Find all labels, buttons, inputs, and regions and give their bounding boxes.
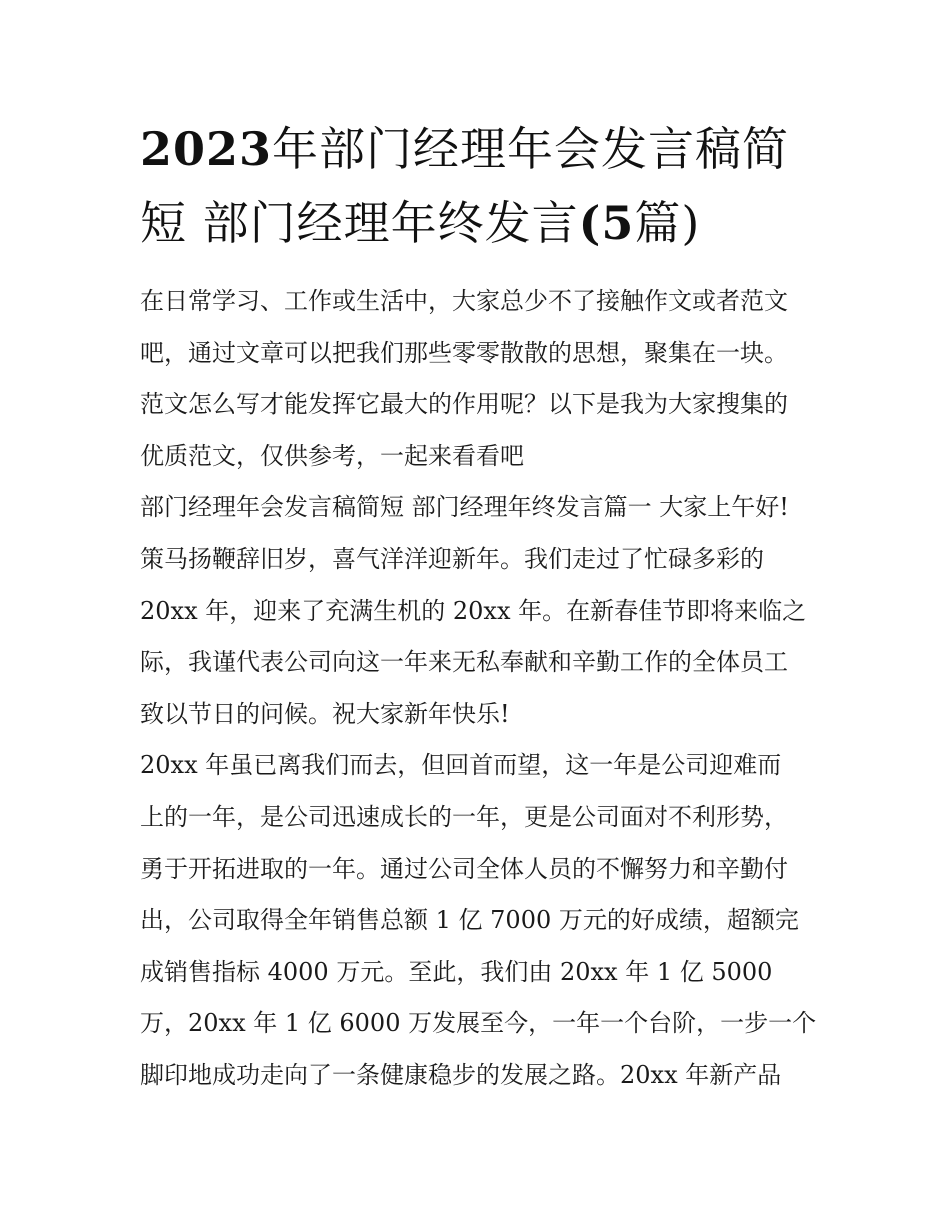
text-line: 范文怎么写才能发挥它最大的作用呢？以下是我为大家搜集的: [140, 390, 788, 419]
text-line: 出，公司取得全年销售总额 1 亿 7000 万元的好成绩，超额完: [140, 906, 799, 935]
text-line: 策马扬鞭辞旧岁，喜气洋洋迎新年。我们走过了忙碌多彩的: [140, 544, 764, 573]
text-line: 上的一年，是公司迅速成长的一年，更是公司面对不利形势，: [140, 802, 788, 831]
text-line: 在日常学习、工作或生活中，大家总少不了接触作文或者范文: [140, 287, 788, 315]
title-line-1-text: 年部门经理年会发言稿简: [272, 122, 790, 176]
title-count: (5: [578, 196, 635, 250]
title-line-2-text: 短 部门经理年终发言: [140, 196, 579, 250]
document-body: [140, 276, 840, 1102]
title-year: 2023: [140, 122, 273, 176]
text-line: 部门经理年会发言稿简短 部门经理年终发言篇一 大家上午好!: [140, 493, 789, 522]
text-line: 优质范文，仅供参考，一起来看看吧: [140, 441, 524, 470]
title-line-1: [140, 112, 830, 186]
text-line: 成销售指标 4000 万元。至此，我们由 20xx 年 1 亿 5000: [140, 957, 773, 986]
text-line: 万，20xx 年 1 亿 6000 万发展至今，一年一个台阶，一步一个: [140, 1009, 817, 1038]
text-line: 际，我谨代表公司向这一年来无私奉献和辛勤工作的全体员工: [140, 648, 788, 677]
text-line: 20xx 年，迎来了充满生机的 20xx 年。在新春佳节即将来临之: [140, 596, 807, 625]
text-line: 脚印地成功走向了一条健康稳步的发展之路。20xx 年新产品: [140, 1060, 782, 1089]
text-line: 致以节日的问候。祝大家新年快乐!: [140, 699, 510, 728]
text-line: 勇于开拓进取的一年。通过公司全体人员的不懈努力和辛勤付: [140, 854, 788, 883]
title-line-2-suffix: 篇): [634, 196, 701, 250]
document-title: [140, 112, 830, 260]
text-line: 20xx 年虽已离我们而去，但回首而望，这一年是公司迎难而: [140, 751, 782, 780]
title-line-2: [140, 186, 830, 260]
text-line: 吧，通过文章可以把我们那些零零散散的思想，聚集在一块。: [140, 338, 788, 367]
